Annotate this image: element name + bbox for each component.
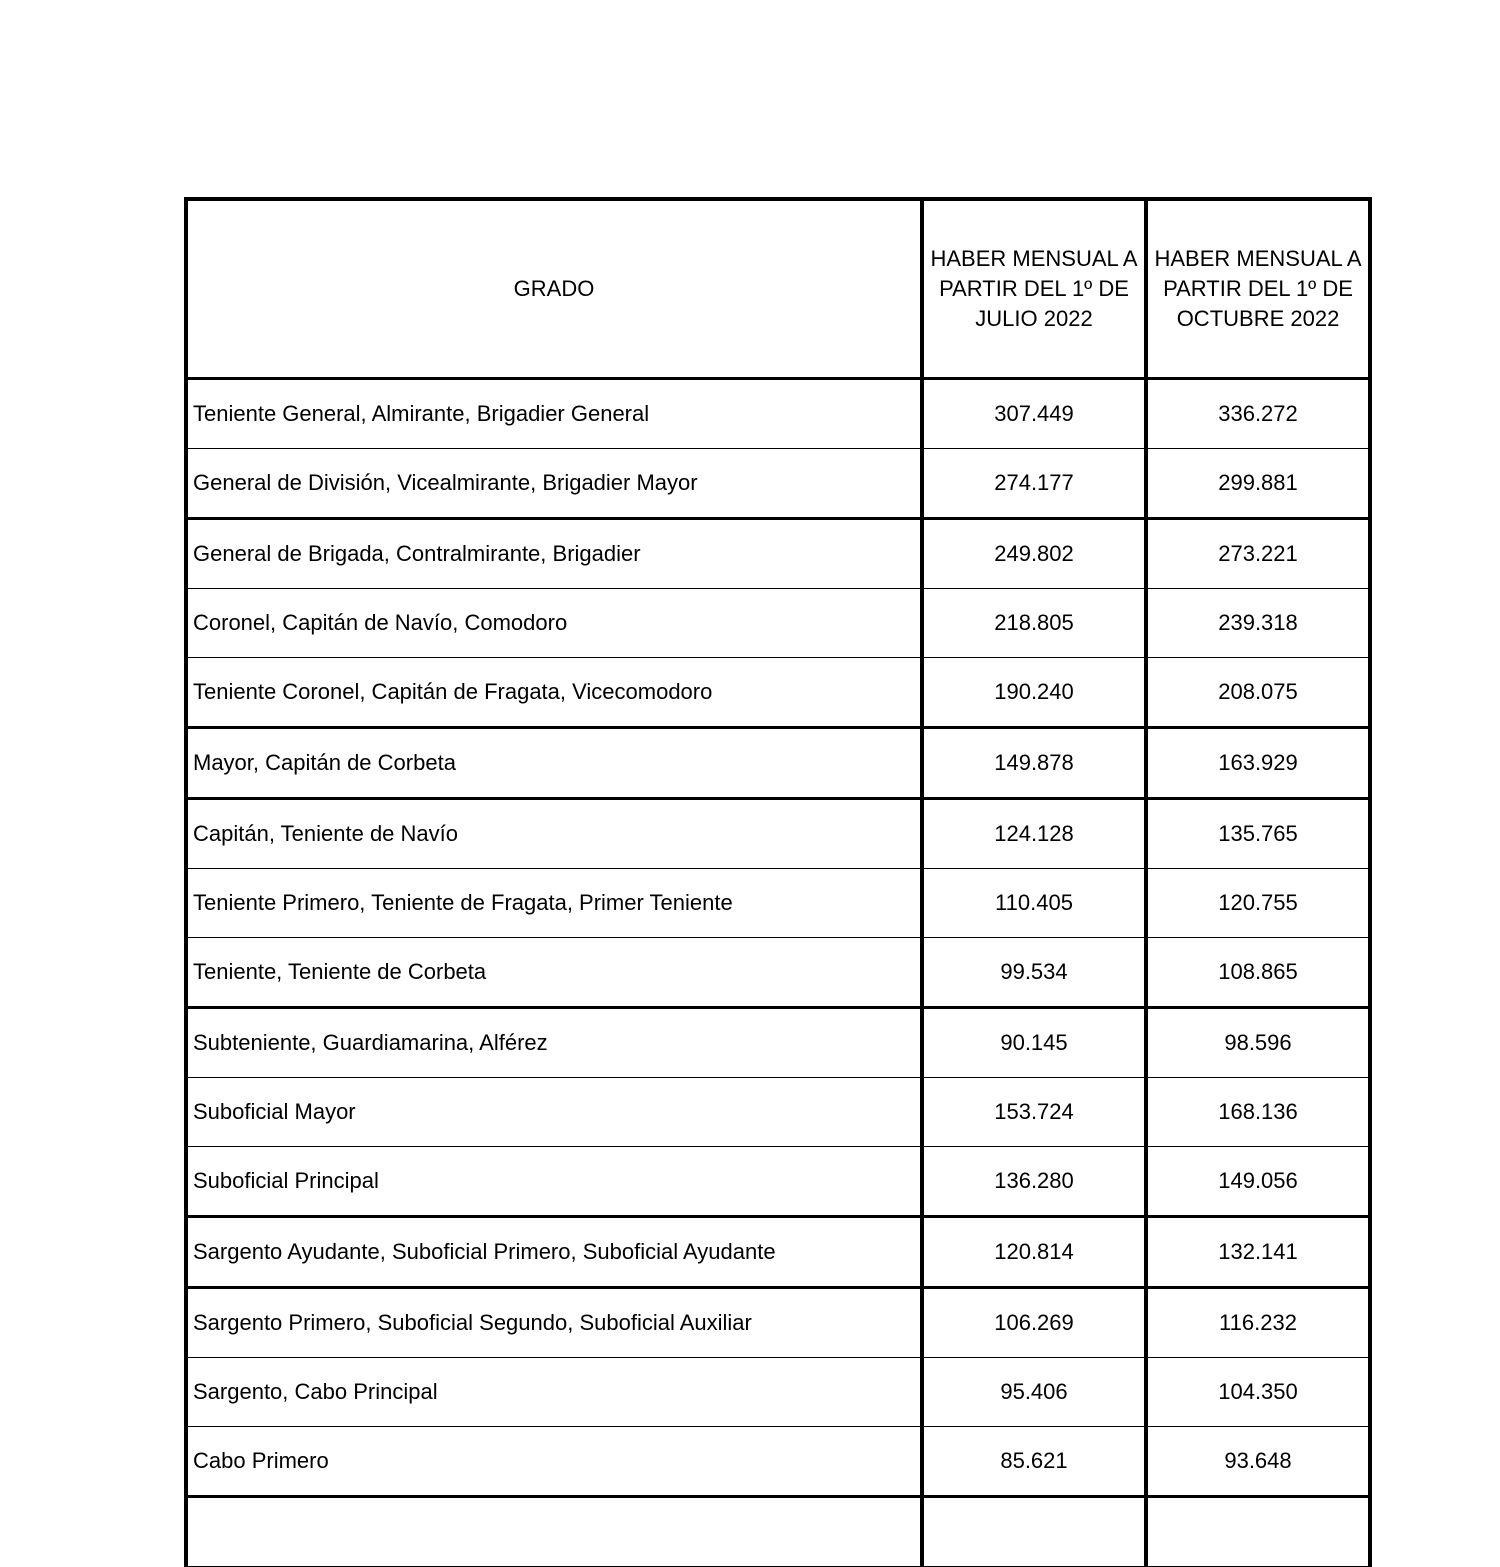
- row-haber-julio: 218.805: [922, 589, 1146, 658]
- row-haber-julio: 249.802: [922, 519, 1146, 589]
- row-grado: Sargento Primero, Suboficial Segundo, Suboficial Auxiliar: [186, 1288, 922, 1358]
- table-row: [186, 869, 1370, 938]
- row-haber-octubre: 93.648: [1146, 1427, 1370, 1497]
- row-haber-octubre: 135.765: [1146, 799, 1370, 869]
- table-row: [186, 1008, 1370, 1078]
- row-haber-julio: 124.128: [922, 799, 1146, 869]
- row-grado: Suboficial Principal: [186, 1147, 922, 1217]
- row-haber-julio: 110.405: [922, 869, 1146, 938]
- row-haber-octubre: 239.318: [1146, 589, 1370, 658]
- row-haber-octubre: 104.350: [1146, 1358, 1370, 1427]
- row-haber-julio: 307.449: [922, 379, 1146, 449]
- table-row: [186, 1217, 1370, 1288]
- table-header: [186, 199, 1370, 379]
- row-grado: Sargento Ayudante, Suboficial Primero, Suboficial Ayudante: [186, 1217, 922, 1288]
- row-haber-octubre: 168.136: [1146, 1078, 1370, 1147]
- row-grado: Suboficial Mayor: [186, 1078, 922, 1147]
- row-haber-octubre: 132.141: [1146, 1217, 1370, 1288]
- row-haber-octubre: 108.865: [1146, 938, 1370, 1008]
- row-haber-octubre: 163.929: [1146, 728, 1370, 799]
- salary-table: [184, 197, 1372, 1567]
- table-row: [186, 1358, 1370, 1427]
- row-haber-julio: 85.621: [922, 1427, 1146, 1497]
- table-row: [186, 1288, 1370, 1358]
- row-grado: Teniente General, Almirante, Brigadier General: [186, 379, 922, 449]
- row-haber-octubre: 208.075: [1146, 658, 1370, 728]
- header-row: [186, 199, 1370, 379]
- row-haber-julio: 153.724: [922, 1078, 1146, 1147]
- row-grado: Coronel, Capitán de Navío, Comodoro: [186, 589, 922, 658]
- table-row: [186, 938, 1370, 1008]
- row-grado: Cabo Primero: [186, 1427, 922, 1497]
- row-grado: Sargento, Cabo Principal: [186, 1358, 922, 1427]
- row-haber-octubre: 273.221: [1146, 519, 1370, 589]
- table-row: [186, 658, 1370, 728]
- row-haber-octubre: 116.232: [1146, 1288, 1370, 1358]
- row-grado: Mayor, Capitán de Corbeta: [186, 728, 922, 799]
- row-grado: Teniente Coronel, Capitán de Fragata, Vicecomodoro: [186, 658, 922, 728]
- row-haber-julio: 90.145: [922, 1008, 1146, 1078]
- table-row: [186, 449, 1370, 519]
- table-row: [186, 1427, 1370, 1497]
- row-grado: Teniente Primero, Teniente de Fragata, Primer Teniente: [186, 869, 922, 938]
- row-haber-julio: 190.240: [922, 658, 1146, 728]
- row-haber-octubre: [1146, 1497, 1370, 1567]
- row-haber-julio: 149.878: [922, 728, 1146, 799]
- table-row: [186, 728, 1370, 799]
- row-haber-octubre: 299.881: [1146, 449, 1370, 519]
- row-grado: [186, 1497, 922, 1567]
- row-haber-julio: 120.814: [922, 1217, 1146, 1288]
- row-grado: General de Brigada, Contralmirante, Brigadier: [186, 519, 922, 589]
- table-row: [186, 1078, 1370, 1147]
- row-haber-julio: 99.534: [922, 938, 1146, 1008]
- table-row: [186, 1497, 1370, 1567]
- table-row: [186, 1147, 1370, 1217]
- table-body: [186, 379, 1370, 1567]
- header-grado: GRADO: [186, 199, 922, 379]
- row-haber-octubre: 98.596: [1146, 1008, 1370, 1078]
- table-row: [186, 519, 1370, 589]
- table-row: [186, 589, 1370, 658]
- row-haber-octubre: 120.755: [1146, 869, 1370, 938]
- row-grado: General de División, Vicealmirante, Brigadier Mayor: [186, 449, 922, 519]
- row-haber-julio: 95.406: [922, 1358, 1146, 1427]
- row-haber-julio: 136.280: [922, 1147, 1146, 1217]
- row-haber-octubre: 336.272: [1146, 379, 1370, 449]
- header-haber-julio: HABER MENSUAL A PARTIR DEL 1º DE JULIO 2022: [922, 199, 1146, 379]
- row-haber-julio: 106.269: [922, 1288, 1146, 1358]
- row-grado: Subteniente, Guardiamarina, Alférez: [186, 1008, 922, 1078]
- row-haber-julio: [922, 1497, 1146, 1567]
- row-grado: Teniente, Teniente de Corbeta: [186, 938, 922, 1008]
- table-row: [186, 799, 1370, 869]
- header-haber-octubre: HABER MENSUAL A PARTIR DEL 1º DE OCTUBRE 2022: [1146, 199, 1370, 379]
- row-grado: Capitán, Teniente de Navío: [186, 799, 922, 869]
- table-row: [186, 379, 1370, 449]
- row-haber-julio: 274.177: [922, 449, 1146, 519]
- row-haber-octubre: 149.056: [1146, 1147, 1370, 1217]
